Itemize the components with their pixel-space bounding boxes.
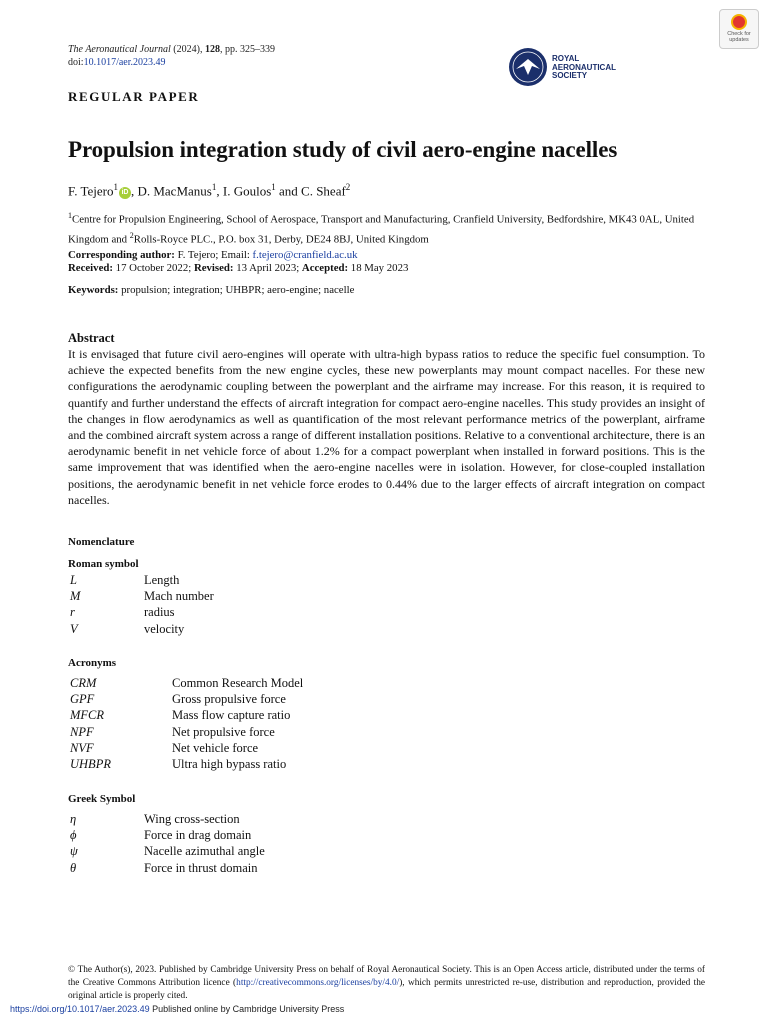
nomenclature-symbol: η: [70, 812, 77, 826]
article-type-label: REGULAR PAPER: [68, 89, 200, 104]
nomenclature-symbol: MFCR: [70, 708, 105, 723]
nomenclature-heading: Nomenclature: [68, 536, 135, 548]
nomenclature-definition: Force in thrust domain: [144, 860, 258, 875]
nomenclature-definition: Wing cross-section: [144, 812, 240, 826]
nomenclature-definition: Length: [144, 573, 180, 587]
crossmark-icon: [731, 14, 747, 30]
nomenclature-symbol: CRM: [70, 676, 97, 690]
nomenclature-definition: Nacelle azimuthal angle: [144, 844, 265, 859]
journal-name: The Aeronautical Journal: [68, 44, 171, 55]
email-link[interactable]: f.tejero@cranfield.ac.uk: [252, 249, 358, 262]
nomenclature-definition: Force in drag domain: [144, 828, 252, 843]
nomenclature-definition: radius: [144, 605, 175, 620]
license-link[interactable]: http://creativecommons.org/licenses/by/4.0/: [236, 978, 400, 988]
abstract-body: It is envisaged that future civil aero-engines will operate with ultra-high bypass ratios to reduce the specific fuel consumption. To achieve the expected benefits from the new engine cycles, these new powerplants may mount compact nacelles. For these new configurations the aerodynamic coupling between the powerplant and the airframe may increase. For this reason, it is required to quantify and further understand the effects of aircraft integration for compact aero-engine nacelles. This study provides an insight of the changes in flow aerodynamics as well as quantification of the most relevant performance metrics of the powerplant, airframe and the combined aircraft system across a range of different installation positions. Relative to a conventional architecture, there is an aerodynamic benefit in net vehicle force of about 1.2% for a compact powerplant when installed in forward positions. This is the same improvement that was identified when the aero-engine nacelles were in isolation. However, for close-coupled installation positions, the aerodynamic benefit in net vehicle force erodes to 0.44% due to the larger effects of aircraft integration on compact nacelles.: [68, 347, 705, 507]
society-emblem-icon: [508, 47, 548, 87]
nomenclature-symbol: L: [70, 573, 77, 587]
nomenclature-definition: Gross propulsive force: [172, 692, 286, 707]
nomenclature-symbol: M: [70, 589, 81, 604]
published-online-text: Published online by Cambridge University Press: [149, 1004, 345, 1014]
author-list: F. Tejero$^1$iD , D. MacManus$^1$, I. Goulos$^1$ and C. Sheaf$^2$: [68, 182, 351, 199]
check-updates-line1: Check for: [727, 31, 751, 37]
check-for-updates-badge[interactable]: [719, 9, 759, 49]
society-logo: [508, 45, 628, 91]
nomenclature-symbol: GPF: [70, 692, 95, 707]
affiliations: $^1$Centre for Propulsion Engineering, School of Aerospace, Transport and Manufacturing, Cranfield University, Bedfordshire, MK43 0AL, United Kingdom and $^2$Rolls-Royce PLC., P.O. box 31, Derby, DE24 8BJ, United Kingdom Corresponding author: F. Tejero; Email: f.tejero@cranfield.ac.uk: [68, 211, 695, 262]
orcid-icon[interactable]: iD: [119, 187, 131, 199]
nomenclature-definition: Net propulsive force: [172, 724, 275, 739]
society-name: ROYAL AERONAUTICAL SOCIETY: [552, 54, 616, 80]
nomenclature-symbol: UHBPR: [70, 757, 111, 771]
nomenclature-definition: Common Research Model: [172, 676, 304, 690]
doi-link[interactable]: 10.1017/aer.2023.49: [83, 57, 166, 68]
nomenclature-symbol: r: [70, 605, 75, 620]
acronyms-heading: Acronyms: [68, 657, 117, 669]
doi-prefix: doi:: [68, 57, 84, 68]
nomenclature-symbol: ϕ: [70, 828, 77, 843]
article-dates: Received: 17 October 2022; Revised: 13 April 2023; Accepted: 18 May 2023: [68, 262, 409, 274]
journal-citation: [68, 43, 275, 69]
nomenclature-symbol: NPF: [70, 724, 94, 739]
publication-bar: [10, 1004, 344, 1014]
keywords: Keywords: propulsion; integration; UHBPR; aero-engine; nacelle: [68, 284, 355, 296]
nomenclature-symbol: NVF: [70, 740, 94, 755]
nomenclature-definition: Net vehicle force: [172, 740, 259, 755]
nomenclature-definition: Mass flow capture ratio: [172, 708, 291, 723]
roman-symbol-heading: Roman symbol: [68, 558, 139, 570]
nomenclature-definition: Ultra high bypass ratio: [172, 757, 287, 771]
paper-title: Propulsion integration study of civil aero-engine nacelles: [68, 137, 618, 162]
nomenclature-symbol: ψ: [70, 844, 78, 859]
nomenclature-definition: velocity: [144, 621, 185, 636]
greek-symbol-heading: Greek Symbol: [68, 793, 136, 805]
copyright-notice: © The Author(s), 2023. Published by Cambridge University Press on behalf of Royal Aeronautical Society. This is an Open Access article, distributed under the terms of the Creative Commons Attribution licence (http://creativecommons.org/licenses/by/4.0/), which permits unrestricted re-use, distribution and reproduction, provided the original article is properly cited.: [68, 965, 706, 1001]
journal-volume: 128: [204, 44, 220, 55]
corresponding-author-label: Corresponding author:: [68, 249, 175, 262]
journal-year: (2024),: [170, 44, 205, 55]
nomenclature-symbol: θ: [70, 860, 77, 875]
nomenclature-symbol: V: [70, 621, 78, 636]
bottom-doi-link[interactable]: https://doi.org/10.1017/aer.2023.49: [10, 1004, 150, 1014]
journal-pages: , pp. 325–339: [219, 44, 275, 55]
abstract-heading: Abstract: [68, 331, 115, 345]
check-updates-line2: updates: [729, 37, 749, 43]
nomenclature-definition: Mach number: [144, 589, 214, 604]
